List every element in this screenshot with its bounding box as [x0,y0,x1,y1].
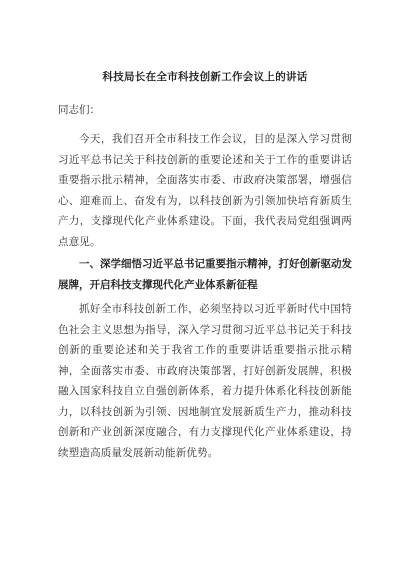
paragraph-intro: 今天，我们召开全市科技工作会议，目的是深入学习贯彻习近平总书记关于科技创新的重要论述和关于工作的重要讲话重要指示批示精神，全面落实市委、市政府决策部署，增强信心、迎难而上、奋发有为，以科技创新为引领加快培育新质生产力，支撑现代化产业体系建设。下面，我代表局党组强调两点意见。 [58,133,352,248]
document-title: 科技局长在全市科技创新工作会议上的讲话 [102,71,308,83]
section-heading-1: 一、深学细悟习近平总书记重要指示精神，打好创新驱动发展牌，开启科技支撑现代化产业体系新征程 [58,258,352,291]
paragraph-section-1: 抓好全市科技创新工作，必须坚持以习近平新时代中国特色社会主义思想为指导，深入学习贯彻习近平总书记关于科技创新的重要论述和关于我省工作的重要讲话重要指示批示精神，全面落实市委、市政府决策部署，打好创新发展牌，积极融入国家科技自立自强创新体系，着力提升体系化科技创新能力，以科技创新为引领、因地制宜发展新质生产力，推动科技创新和产业创新深度融合，有力支撑现代化产业体系建设，持续塑造高质量发展新动能新优势。 [58,303,352,459]
salutation: 同志们： [58,104,100,116]
